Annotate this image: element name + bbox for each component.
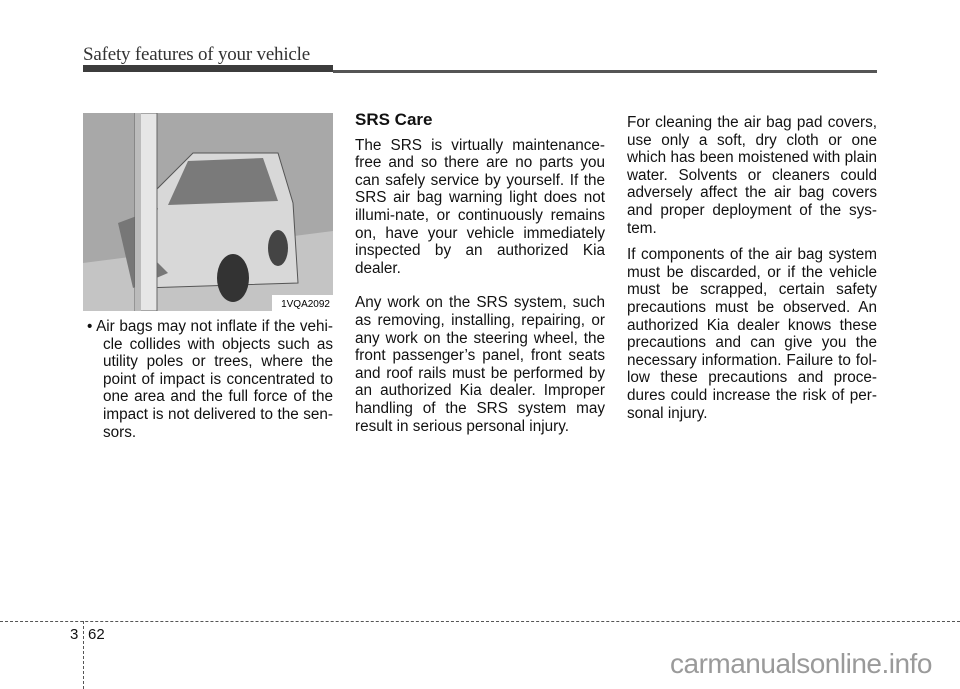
page-number: 62 xyxy=(88,626,105,643)
section-number: 3 xyxy=(70,626,79,643)
paragraph: The SRS is virtually maintenance-free and so there are no parts you can safely service by yourself. If the SRS air bag warning light does not illumi-nate, or continuously remains on, have your vehicle immediately inspected by an authorized Kia dealer. xyxy=(355,136,605,277)
watermark: carmanualsonline.info xyxy=(670,648,932,679)
column-3 xyxy=(627,114,877,431)
figure-code: 1VQA2092 xyxy=(281,299,330,310)
column-1 xyxy=(87,318,333,450)
bullet-item: • Air bags may not inflate if the vehi-cle collides with objects such as utility poles or trees, where the point of impact is concentrated to one area and the full force of the impact is not delivered to the sen-sors. xyxy=(87,318,333,441)
header-rule xyxy=(333,70,877,73)
header-bar xyxy=(83,65,333,72)
car-pole-illustration xyxy=(83,113,333,311)
footer-rule xyxy=(0,621,960,622)
paragraph: Any work on the SRS system, such as removing, installing, repairing, or any work on the steering wheel, the front passenger’s panel, front seats and roof rails must be performed by an authorized Kia dealer. Improper handling of the SRS system may result in serious personal injury. xyxy=(355,294,605,435)
paragraph: For cleaning the air bag pad covers, use only a soft, dry cloth or one which has been moistened with plain water. Solvents or cleaners could adversely affect the air bag covers and proper deployment of the sys-tem. xyxy=(627,114,877,237)
section-title: Safety features of your vehicle xyxy=(83,44,310,65)
srs-care-heading: SRS Care xyxy=(355,110,433,129)
column-2 xyxy=(355,111,605,444)
paragraph: If components of the air bag system must be discarded, or if the vehicle must be scrapped, certain safety precautions must be observed. An authorized Kia dealer knows these precautions and can give you the necessary information. Failure to fol-low these precautions and proce-dures could increase the risk of per-sonal injury. xyxy=(627,246,877,422)
footer-divider xyxy=(83,621,84,689)
